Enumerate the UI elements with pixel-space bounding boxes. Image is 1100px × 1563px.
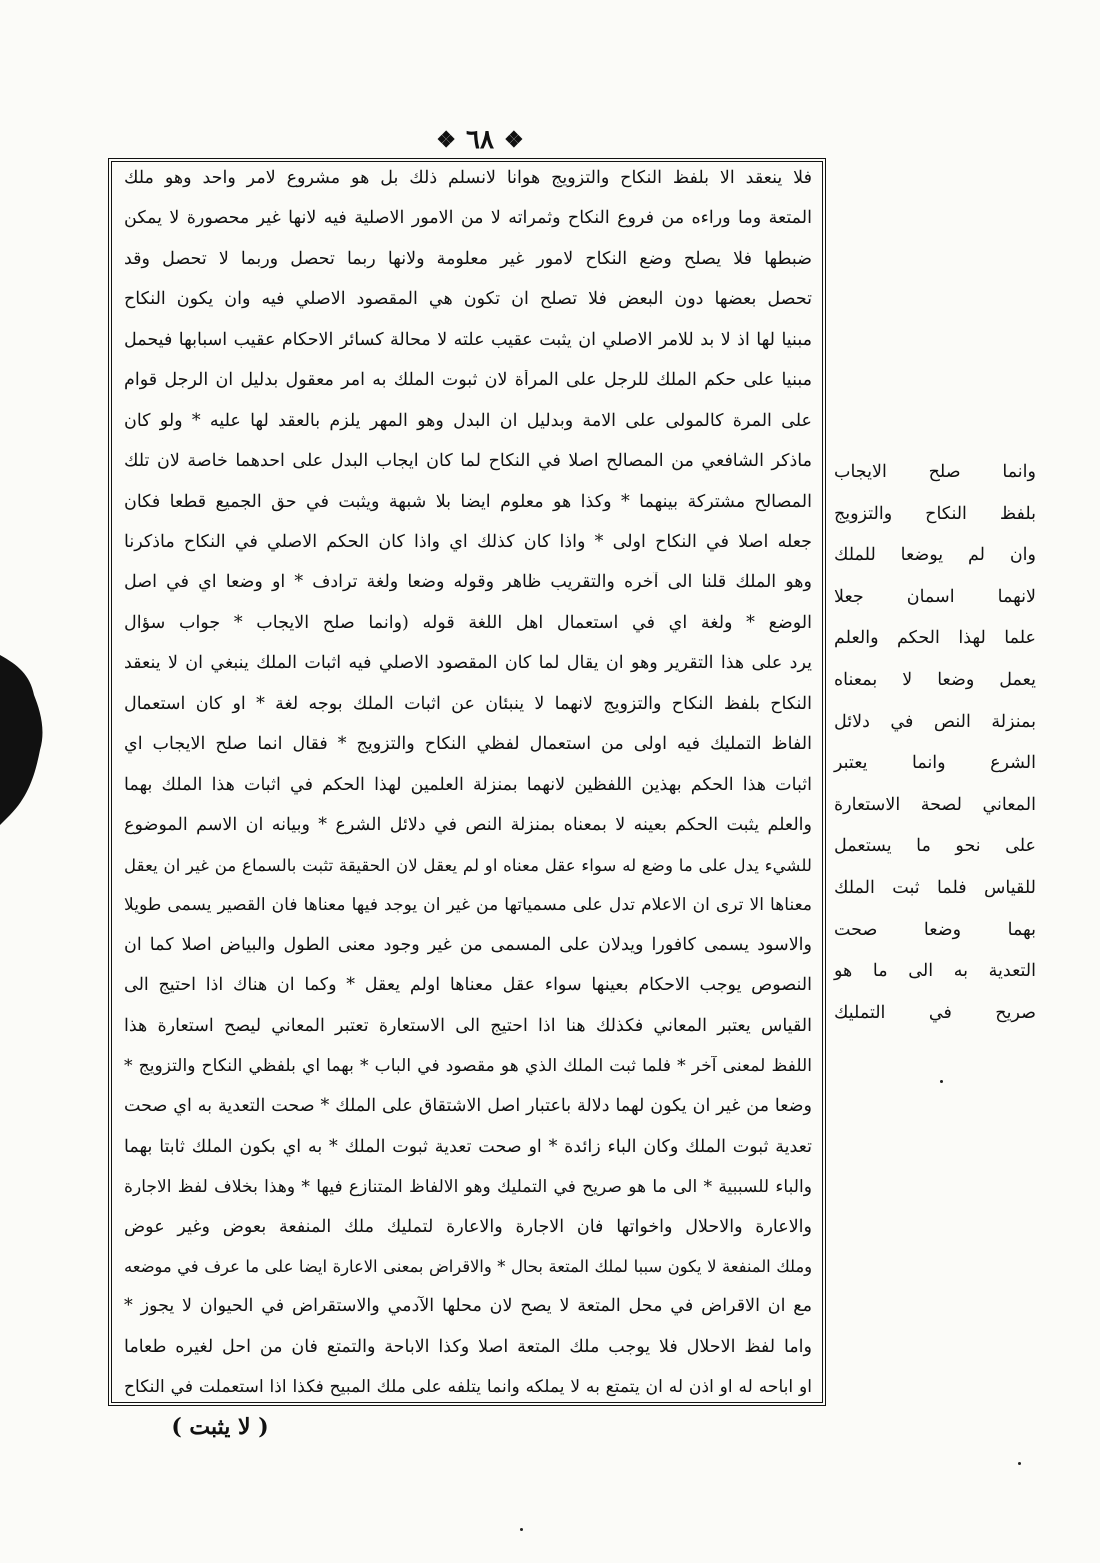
main-text xyxy=(116,166,820,1400)
text-line: الوضع * ولغة اي في استعمال اهل اللغة قوله (وانما صلح الايجاب * جواب سؤال xyxy=(124,612,812,633)
text-line: او اباحه له او اذن له ان يتمتع به لا يملكه وانما يتلفه على ملك المبيح فكذا اذا استعملت في النكاح xyxy=(124,1377,812,1398)
text-line: مبنيا لها اذ لا بد للامر الاصلي ان يثبت عقيب علته لا محالة كسائر الاحكام عقيب اسبابها فيحمل xyxy=(124,329,812,350)
margin-note-line: بمنزلة النص في دلائل xyxy=(834,711,1036,732)
text-line: فلا ينعقد الا بلفظ النكاح والتزويج هوانا لانسلم ذلك بل هو مشروع لامر واحد وهو ملك xyxy=(124,168,812,188)
text-line: النكاح بلفظ النكاح والتزويج لانهما لا ينبئان عن اثبات الملك بوجه لغة * او كان استعمال xyxy=(124,693,812,714)
margin-note-line: علما لهذا الحكم والعلم xyxy=(834,628,1036,649)
text-line: ماذكر الشافعي من المصالح اصلا في النكاح لما كان ايجاب البدل على احدهما خاصة لان تلك xyxy=(124,451,812,472)
margin-note-line: وانما صلح الايجاب xyxy=(834,462,1036,482)
text-line: وضعا من غير ان يكون لهما دلالة باعتبار اصل الاشتقاق على الملك * صحت التعدية به اي صحت xyxy=(124,1096,812,1117)
margin-note-line: على نحو ما يستعمل xyxy=(834,836,1036,857)
text-line: يرد على هذا التقرير وهو ان يقال لما كان المقصود الاصلي فيه اثبات الملك ينبغي ان لا ينعقد xyxy=(124,653,812,674)
page-number xyxy=(400,122,560,158)
margin-note-line: بلفظ النكاح والتزويج xyxy=(834,503,1036,524)
margin-note-line: يعمل وضعا لا بمعناه xyxy=(834,670,1036,691)
text-line: والاعارة والاحلال واخواتها فان الاجارة والاعارة لتمليك ملك المنفعة بعوض وغير عوض xyxy=(124,1216,812,1237)
text-line: على المرة كالمولى على الامة وبدليل ان البدل وهو المهر يلزم بالعقد لها عليه * ولو كان xyxy=(124,410,812,431)
text-line: جعله اصلا في النكاح اولى * واذا كان كذلك اي واذا كان الحكم الاصلي في النكاح ماذكرنا xyxy=(124,531,812,552)
catchword: ( لا يثبت ) xyxy=(171,1414,269,1440)
text-line: المتعة وما وراءه من فروع النكاح وثمراته لا من الامور الاصلية فيه لانها غير محصورة لا يمكن xyxy=(124,208,812,229)
text-line: واما لفظ الاحلال فلا يوجب ملك المتعة اصلا وكذا الاباحة والتمتع فان من احل لغيره طعاما xyxy=(124,1336,812,1357)
text-line: والاسود يسمى كافورا ويدلان على المسمى من غير وجود معنى الطول والبياض اصلا كما ان xyxy=(124,934,812,955)
margin-note-line: التعدية به الى ما هو xyxy=(834,961,1036,982)
text-line: والباء للسببية * الى ما هو صريح في التمليك وهو الالفاظ المتنازع فيها * وهذا بخلاف لفظ الاجارة xyxy=(124,1176,812,1197)
text-line: مبنيا على حكم الملك للرجل على المرأة لان ثبوت الملك به امر معقول بدليل ان الرجل قوام xyxy=(124,370,812,391)
margin-note-line: صريح في التمليك xyxy=(834,1002,1036,1023)
margin-note-line: بهما وضعا صحت xyxy=(834,919,1036,940)
text-line: ضبطها فلا يصلح وضع النكاح لامور غير معلومة ولانها ربما تحصل وربما لا تحصل وقد xyxy=(124,248,812,269)
text-line: معناها الا ترى ان الاعلام تدل على مسمياتها من غير ان يوجد فيها معناها فان القصير يسمى طويلا xyxy=(124,894,812,915)
text-line: تعدية ثبوت الملك وكان الباء زائدة * او صحت تعدية ثبوت الملك * به اي بكون الملك ثابتا بهما xyxy=(124,1136,812,1157)
text-line: تحصل بعضها دون البعض فلا تصلح ان تكون هي المقصود الاصلي فيه وان يكون النكاح xyxy=(124,289,812,310)
page-number-text: ٦٨ xyxy=(466,125,494,155)
ornament-right-icon: ❖ xyxy=(503,127,524,153)
speck-icon xyxy=(520,1528,523,1531)
text-line: الفاظ التمليك فيه اولى من استعمال لفظي النكاح والتزويج * فقال انما صلح الايجاب اي xyxy=(124,734,812,755)
text-line: وملك المنفعة لا يكون سببا لملك المتعة بحال * والاقراض بمعنى الاعارة ايضا على ما عرف في موضعه xyxy=(124,1257,812,1277)
text-line: اللفظ لمعنى آخر * فلما ثبت الملك الذي هو مقصود في الباب * بهما اي بلفظي النكاح والتزويج * xyxy=(124,1056,812,1077)
margin-note-line: المعاني لصحة الاستعارة xyxy=(834,794,1036,815)
text-line: للشيء يدل على ما وضع له سواء عقل معناه او لم يعقل لان الحقيقة تثبت بالسماع من غير ان يعقل xyxy=(124,855,812,876)
text-line: والعلم يثبت الحكم بعينه لا بمعناه بمنزلة النص في دلائل الشرع * وبيانه ان الاسم الموضوع xyxy=(124,815,812,835)
text-line: القياس يعتبر المعاني فكذلك هنا اذا احتيج الى الاستعارة تعتبر المعاني ليصح استعارة هذا xyxy=(124,1015,812,1036)
text-line: النصوص يوجب الاحكام بعينها سواء عقل معناها اولم يعقل * وكما ان هناك اذا احتيج الى xyxy=(124,975,812,996)
margin-note-line: الشرع وانما يعتبر xyxy=(834,753,1036,774)
text-line: اثبات هذا الحكم بهذين اللفظين لانهما بمنزلة العلمين لهذا الحكم في اثبات هذا الملك بهما xyxy=(124,774,812,795)
margin-note-line: للقياس فلما ثبت الملك xyxy=(834,878,1036,899)
ornament-left-icon: ❖ xyxy=(436,127,457,153)
margin-note xyxy=(830,462,1040,1024)
text-line: المصالح مشتركة بينهما * وكذا هو معلوم ايضا بلا شبهة ويثبت في حق الجميع قطعا فكان xyxy=(124,491,812,512)
speck-icon xyxy=(940,1080,943,1083)
margin-note-line: لانهما اسمان جعلا xyxy=(834,586,1036,607)
text-line: مع ان الاقراض في محل المتعة لا يصح لان محلها الآدمي والاستقراض في الحيوان لا يجوز * xyxy=(124,1296,812,1317)
ink-blot-icon xyxy=(0,655,46,825)
speck-icon xyxy=(1018,1462,1021,1465)
text-line: وهو الملك قلنا الى آخره والتقريب ظاهر وقوله وضعا ولغة ترادف * او وضعا اي في اصل xyxy=(124,572,812,593)
margin-note-line: وان لم يوضعا للملك xyxy=(834,545,1036,566)
